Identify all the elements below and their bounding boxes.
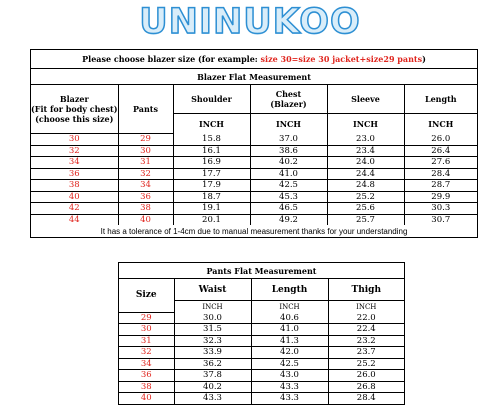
thigh-cell: 23.7 xyxy=(328,347,404,359)
length-cell: 26.0 xyxy=(404,134,477,146)
header-chest: Chest (Blazer) xyxy=(250,85,327,114)
length-cell: 28.4 xyxy=(404,168,477,180)
pants-length-cell: 41.0 xyxy=(251,324,328,336)
table-row xyxy=(119,347,404,359)
header-size: Size xyxy=(119,279,174,313)
sleeve-cell: 23.0 xyxy=(327,134,404,146)
table-row xyxy=(119,358,404,370)
table-row xyxy=(119,335,404,347)
blazer-size-cell: 38 xyxy=(31,180,118,192)
pants-size-cell: 34 xyxy=(118,180,173,192)
sleeve-cell: 24.4 xyxy=(327,168,404,180)
pants-size-chart xyxy=(118,262,405,405)
pants-size-cell: 40 xyxy=(118,214,173,225)
shoulder-cell: 15.8 xyxy=(173,134,250,146)
table-row xyxy=(31,157,477,169)
chest-cell: 37.0 xyxy=(250,134,327,146)
blazer-table-title: Blazer Flat Measurement xyxy=(31,69,477,85)
table-row xyxy=(119,393,404,404)
shoulder-cell: 17.7 xyxy=(173,168,250,180)
length-cell: 26.4 xyxy=(404,145,477,157)
length-cell: 29.9 xyxy=(404,191,477,203)
sleeve-cell: 25.7 xyxy=(327,214,404,225)
pants-length-cell: 41.3 xyxy=(251,335,328,347)
blazer-size-cell: 30 xyxy=(31,134,118,146)
unit-sleeve: INCH xyxy=(327,114,404,134)
pants-table xyxy=(119,263,404,404)
waist-cell: 43.3 xyxy=(174,393,251,404)
header-pants: Pants xyxy=(118,85,173,134)
pants-length-cell: 40.6 xyxy=(251,312,328,324)
sleeve-cell: 24.0 xyxy=(327,157,404,169)
unit-pants-length: INCH xyxy=(251,301,328,313)
header-sleeve: Sleeve xyxy=(327,85,404,114)
table-row xyxy=(31,214,477,225)
size-cell: 36 xyxy=(119,370,174,382)
blazer-size-cell: 34 xyxy=(31,157,118,169)
thigh-cell: 26.8 xyxy=(328,381,404,393)
waist-cell: 37.8 xyxy=(174,370,251,382)
unit-shoulder: INCH xyxy=(173,114,250,134)
size-cell: 31 xyxy=(119,335,174,347)
brand-logo: UNINUKOO xyxy=(139,2,361,42)
shoulder-cell: 17.9 xyxy=(173,180,250,192)
chest-cell: 49.2 xyxy=(250,214,327,225)
header-shoulder: Shoulder xyxy=(173,85,250,114)
size-cell: 30 xyxy=(119,324,174,336)
blazer-rows xyxy=(31,134,477,226)
pants-table-title: Pants Flat Measurement xyxy=(119,263,404,279)
chest-cell: 46.5 xyxy=(250,203,327,215)
pants-size-cell: 30 xyxy=(118,145,173,157)
unit-chest: INCH xyxy=(250,114,327,134)
size-cell: 32 xyxy=(119,347,174,359)
thigh-cell: 22.4 xyxy=(328,324,404,336)
waist-cell: 33.9 xyxy=(174,347,251,359)
unit-thigh: INCH xyxy=(328,301,404,313)
thigh-cell: 23.2 xyxy=(328,335,404,347)
size-cell: 38 xyxy=(119,381,174,393)
length-cell: 30.7 xyxy=(404,214,477,225)
pants-size-cell: 31 xyxy=(118,157,173,169)
intro-prefix: Please choose blazer size (for example: xyxy=(82,54,261,64)
unit-length: INCH xyxy=(404,114,477,134)
size-cell: 34 xyxy=(119,358,174,370)
blazer-size-cell: 32 xyxy=(31,145,118,157)
chest-cell: 42.5 xyxy=(250,180,327,192)
thigh-cell: 25.2 xyxy=(328,358,404,370)
blazer-size-cell: 40 xyxy=(31,191,118,203)
shoulder-cell: 19.1 xyxy=(173,203,250,215)
size-cell: 29 xyxy=(119,312,174,324)
length-cell: 27.6 xyxy=(404,157,477,169)
shoulder-cell: 18.7 xyxy=(173,191,250,203)
chest-cell: 41.0 xyxy=(250,168,327,180)
pants-length-cell: 43.3 xyxy=(251,393,328,404)
table-row xyxy=(31,168,477,180)
sleeve-cell: 24.8 xyxy=(327,180,404,192)
waist-cell: 40.2 xyxy=(174,381,251,393)
waist-cell: 30.0 xyxy=(174,312,251,324)
chest-cell: 40.2 xyxy=(250,157,327,169)
unit-waist: INCH xyxy=(174,301,251,313)
pants-rows xyxy=(119,312,404,404)
blazer-size-chart xyxy=(30,49,478,238)
table-row xyxy=(119,312,404,324)
table-row xyxy=(119,370,404,382)
shoulder-cell: 20.1 xyxy=(173,214,250,225)
intro-suffix: ) xyxy=(422,54,426,64)
blazer-table xyxy=(31,50,477,237)
table-row xyxy=(119,381,404,393)
pants-length-cell: 42.0 xyxy=(251,347,328,359)
pants-length-cell: 42.5 xyxy=(251,358,328,370)
table-row xyxy=(31,134,477,146)
thigh-cell: 28.4 xyxy=(328,393,404,404)
blazer-size-cell: 44 xyxy=(31,214,118,225)
table-row xyxy=(31,180,477,192)
pants-length-cell: 43.3 xyxy=(251,381,328,393)
shoulder-cell: 16.9 xyxy=(173,157,250,169)
pants-size-cell: 32 xyxy=(118,168,173,180)
waist-cell: 32.3 xyxy=(174,335,251,347)
shoulder-cell: 16.1 xyxy=(173,145,250,157)
sleeve-cell: 23.4 xyxy=(327,145,404,157)
header-thigh: Thigh xyxy=(328,279,404,301)
chest-cell: 45.3 xyxy=(250,191,327,203)
table-row xyxy=(31,203,477,215)
pants-size-cell: 38 xyxy=(118,203,173,215)
header-waist: Waist xyxy=(174,279,251,301)
tolerance-note: It has a tolerance of 1-4cm due to manual measurement thanks for your understanding xyxy=(100,226,408,236)
pants-size-cell: 36 xyxy=(118,191,173,203)
header-pants-length: Length xyxy=(251,279,328,301)
table-row xyxy=(31,145,477,157)
waist-cell: 36.2 xyxy=(174,358,251,370)
length-cell: 30.3 xyxy=(404,203,477,215)
sleeve-cell: 25.6 xyxy=(327,203,404,215)
size-cell: 40 xyxy=(119,393,174,404)
blazer-size-cell: 36 xyxy=(31,168,118,180)
table-row xyxy=(119,324,404,336)
blazer-size-cell: 42 xyxy=(31,203,118,215)
header-blazer: Blazer (Fit for body chest) (choose this size) xyxy=(31,85,118,134)
table-row xyxy=(31,191,477,203)
length-cell: 28.7 xyxy=(404,180,477,192)
size-instruction xyxy=(31,50,477,69)
pants-length-cell: 43.0 xyxy=(251,370,328,382)
thigh-cell: 26.0 xyxy=(328,370,404,382)
header-length: Length xyxy=(404,85,477,114)
waist-cell: 31.5 xyxy=(174,324,251,336)
thigh-cell: 22.0 xyxy=(328,312,404,324)
sleeve-cell: 25.2 xyxy=(327,191,404,203)
intro-example: size 30=size 30 jacket+size29 pants xyxy=(260,54,423,64)
chest-cell: 38.6 xyxy=(250,145,327,157)
pants-size-cell: 29 xyxy=(118,134,173,146)
